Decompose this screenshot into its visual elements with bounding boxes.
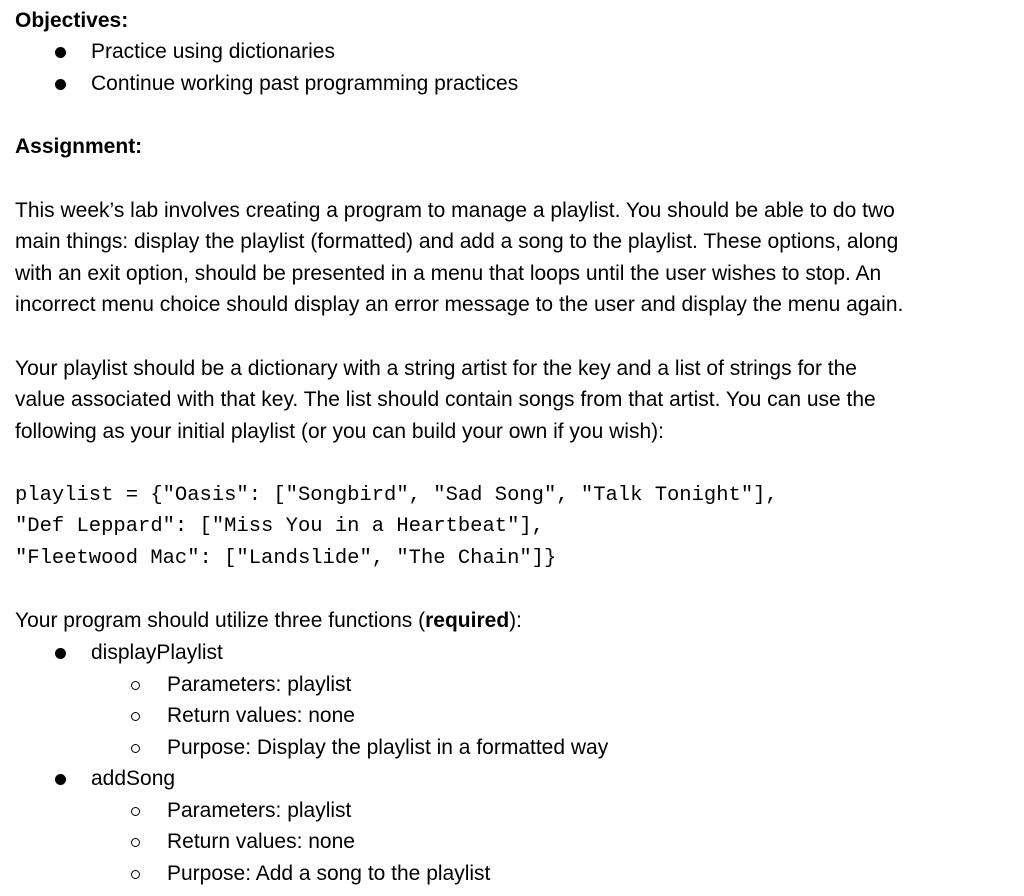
required-emphasis: required [425,609,510,632]
function-name: displayPlaylist [91,641,223,664]
bullet-circle-icon [131,744,140,753]
function-returns: Return values: none [167,830,355,853]
bullet-circle-icon [131,681,140,690]
objective-item: Practice using dictionaries [91,40,335,63]
paragraph-line: incorrect menu choice should display an error message to the user and display the menu again. [15,293,904,316]
assignment-heading: Assignment: [15,135,143,158]
function-purpose: Purpose: Display the playlist in a formatted way [167,736,609,759]
bullet-circle-icon [131,712,140,721]
functions-intro [15,605,522,636]
functions-intro-suffix: ): [509,609,522,632]
bullet-dot-icon [55,774,66,785]
paragraph-line: value associated with that key. The list should contain songs from that artist. You can use the [15,388,876,411]
functions-intro-prefix: Your program should utilize three functions ( [15,609,426,632]
paragraph-line: main things: display the playlist (formatted) and add a song to the playlist. These options, along [15,230,899,253]
function-parameters: Parameters: playlist [167,673,352,696]
code-line: "Fleetwood Mac": ["Landslide", "The Chain"]} [15,547,557,570]
bullet-circle-icon [131,807,140,816]
function-name: addSong [91,767,176,790]
bullet-dot-icon [55,79,66,90]
function-parameters: Parameters: playlist [167,799,352,822]
objective-item: Continue working past programming practices [91,72,519,95]
objectives-heading: Objectives: [15,9,129,32]
function-purpose: Purpose: Add a song to the playlist [167,862,491,885]
function-returns: Return values: none [167,704,355,727]
paragraph-line: following as your initial playlist (or you can build your own if you wish): [15,420,664,443]
bullet-circle-icon [131,870,140,879]
code-line: "Def Leppard": ["Miss You in a Heartbeat"], [15,515,544,538]
bullet-dot-icon [55,648,66,659]
paragraph-line: This week’s lab involves creating a program to manage a playlist. You should be able to do two [15,199,895,222]
bullet-circle-icon [131,838,140,847]
paragraph-line: with an exit option, should be presented in a menu that loops until the user wishes to stop. An [15,262,882,285]
paragraph-line: Your playlist should be a dictionary with a string artist for the key and a list of strings for the [15,357,857,380]
code-line: playlist = {"Oasis": ["Songbird", "Sad Song", "Talk Tonight"], [15,484,778,507]
bullet-dot-icon [55,47,66,58]
